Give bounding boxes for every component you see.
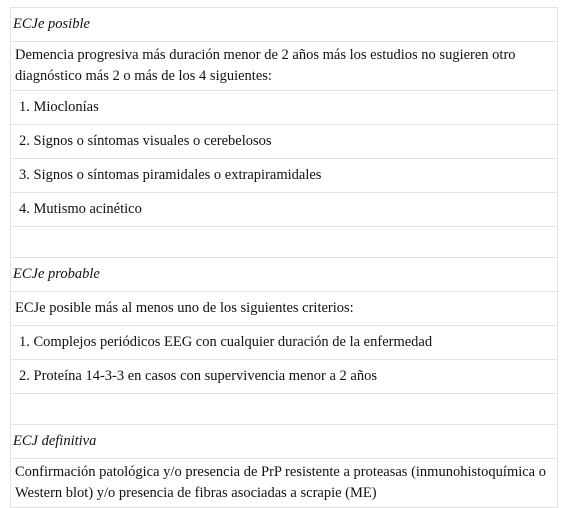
section-heading-probable: ECJe probable [10,258,558,292]
criteria-item: 2. Signos o síntomas visuales o cerebelosos [10,125,558,159]
spacer-row [10,227,558,258]
spacer-row [10,394,558,425]
section-heading-posible: ECJe posible [10,7,558,42]
section-intro-definitiva: Confirmación patológica y/o presencia de PrP resistente a proteasas (inmunohistoquímica o Western blot) y/o presencia de fibras asociadas a scrapie (ME) [10,459,558,508]
criteria-item: 2. Proteína 14-3-3 en casos con supervivencia menor a 2 años [10,360,558,394]
criteria-item: 1. Mioclonías [10,91,558,125]
section-intro-posible: Demencia progresiva más duración menor de 2 años más los estudios no sugieren otro diagnóstico más 2 o más de los 4 siguientes: [10,42,558,91]
criteria-item: 4. Mutismo acinético [10,193,558,227]
criteria-item: 3. Signos o síntomas piramidales o extrapiramidales [10,159,558,193]
section-heading-definitiva: ECJ definitiva [10,425,558,459]
section-intro-probable: ECJe posible más al menos uno de los siguientes criterios: [10,292,558,326]
criteria-item: 1. Complejos periódicos EEG con cualquier duración de la enfermedad [10,326,558,360]
criteria-table [10,7,558,508]
